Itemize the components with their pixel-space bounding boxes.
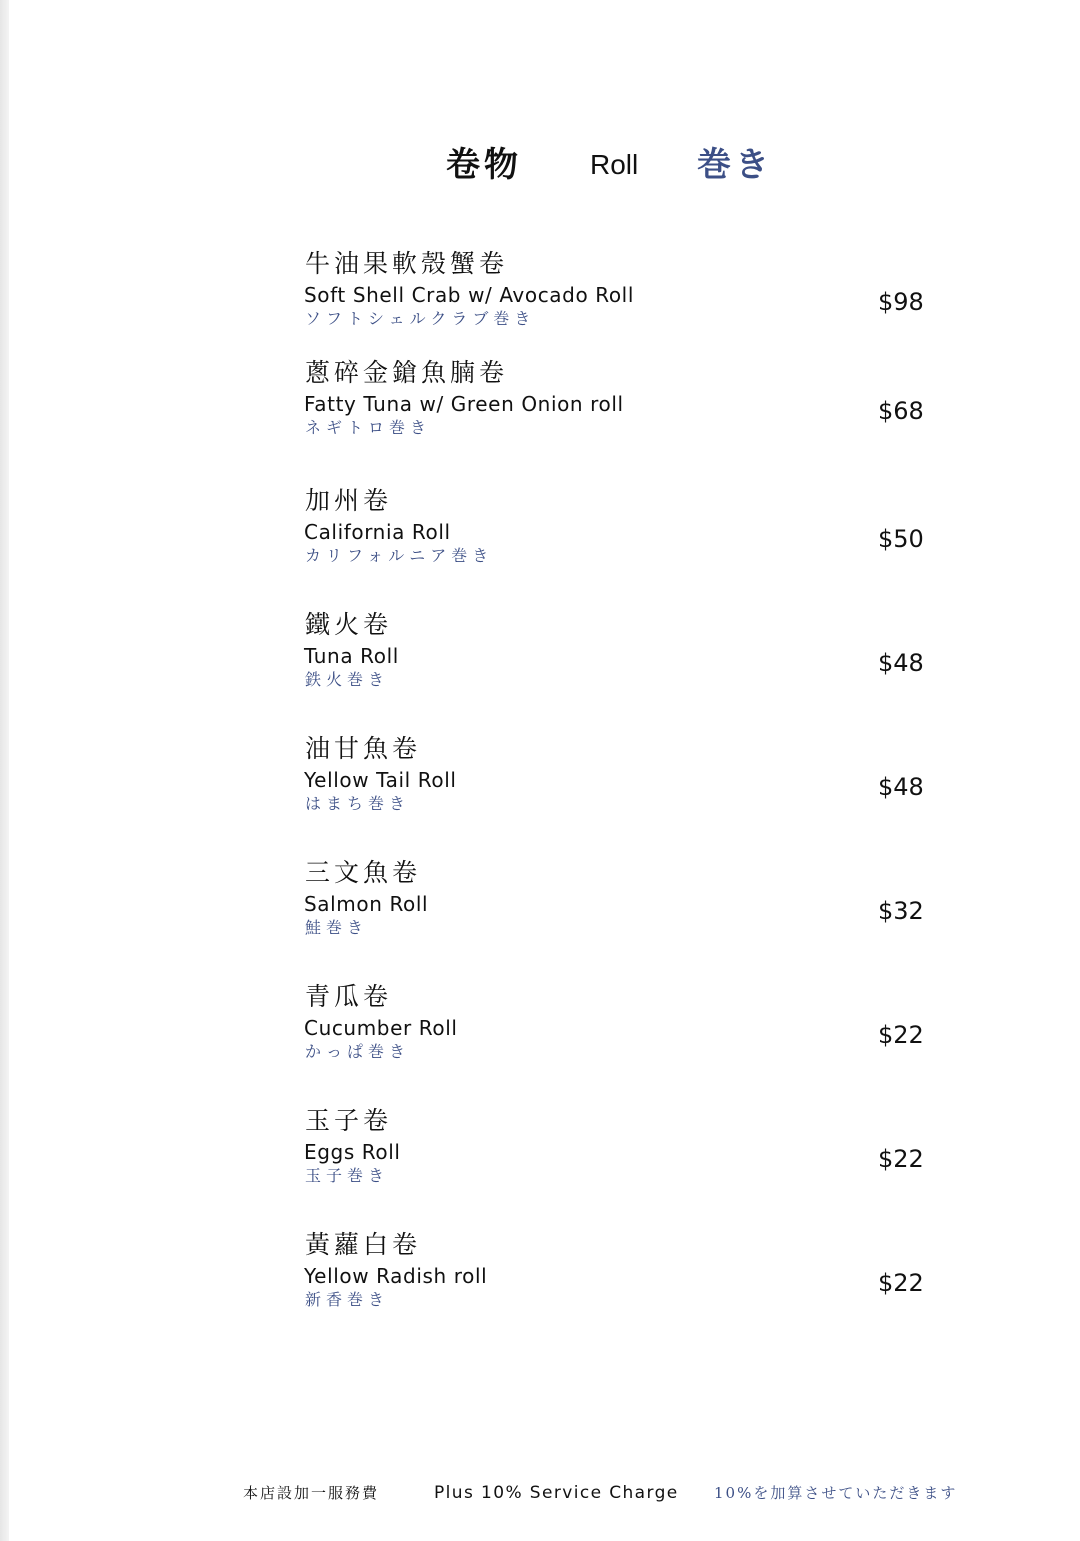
service-charge-english: Plus 10% Service Charge — [434, 1483, 679, 1503]
item-name-chinese: 三文魚卷 — [305, 858, 422, 887]
item-name-english: Salmon Roll — [304, 892, 429, 916]
item-price: $48 — [878, 773, 924, 801]
item-name-chinese: 黃蘿白卷 — [305, 1230, 422, 1259]
item-name-chinese: 青瓜卷 — [305, 982, 393, 1011]
item-name-chinese: 牛油果軟殼蟹卷 — [305, 249, 509, 278]
item-price: $48 — [878, 649, 924, 677]
item-name-japanese: はまち巻き — [305, 794, 411, 813]
item-name-chinese: 鐵火卷 — [305, 610, 393, 639]
menu-item — [0, 608, 1080, 698]
menu-item — [0, 1104, 1080, 1194]
item-price: $22 — [878, 1145, 924, 1173]
item-name-japanese: ネギトロ巻き — [305, 418, 432, 437]
item-price: $32 — [878, 897, 924, 925]
service-charge-note — [0, 1478, 1080, 1508]
menu-item — [0, 980, 1080, 1070]
menu-item — [0, 1228, 1080, 1318]
menu-item — [0, 856, 1080, 946]
item-price: $68 — [878, 397, 924, 425]
title-japanese: 巻き — [697, 145, 773, 185]
item-name-chinese: 油甘魚卷 — [305, 734, 422, 763]
menu-item — [0, 732, 1080, 822]
item-name-japanese: 鉄火巻き — [305, 670, 390, 689]
menu-item — [0, 356, 1080, 446]
item-name-japanese: かっぱ巻き — [305, 1042, 411, 1061]
service-charge-japanese: 10%を加算させていただきます — [714, 1484, 958, 1502]
item-name-japanese: 玉子巻き — [305, 1166, 390, 1185]
item-name-english: Cucumber Roll — [304, 1016, 458, 1040]
title-english: Roll — [590, 149, 639, 180]
menu-item — [0, 247, 1080, 337]
item-name-chinese: 加州卷 — [305, 486, 393, 515]
item-name-english: Fatty Tuna w/ Green Onion roll — [304, 392, 624, 416]
item-name-chinese: 玉子卷 — [305, 1106, 393, 1135]
item-price: $98 — [878, 288, 924, 316]
item-name-japanese: 新香巻き — [305, 1290, 390, 1309]
menu-title — [0, 140, 1080, 190]
item-name-japanese: 鮭巻き — [305, 918, 369, 937]
item-price: $50 — [878, 525, 924, 553]
service-charge-chinese: 本店設加一服務費 — [243, 1484, 380, 1502]
item-price: $22 — [878, 1021, 924, 1049]
item-name-english: Eggs Roll — [304, 1140, 401, 1164]
menu-item — [0, 484, 1080, 574]
title-chinese: 卷物 — [446, 145, 522, 185]
item-name-english: Soft Shell Crab w/ Avocado Roll — [304, 283, 634, 307]
item-name-chinese: 蔥碎金鎗魚腩卷 — [305, 358, 509, 387]
item-name-english: California Roll — [304, 520, 451, 544]
item-price: $22 — [878, 1269, 924, 1297]
item-name-english: Yellow Radish roll — [304, 1264, 488, 1288]
item-name-japanese: カリフォルニア巻き — [305, 546, 494, 565]
item-name-english: Tuna Roll — [304, 644, 399, 668]
item-name-english: Yellow Tail Roll — [304, 768, 457, 792]
item-name-japanese: ソフトシェルクラブ巻き — [305, 309, 536, 328]
